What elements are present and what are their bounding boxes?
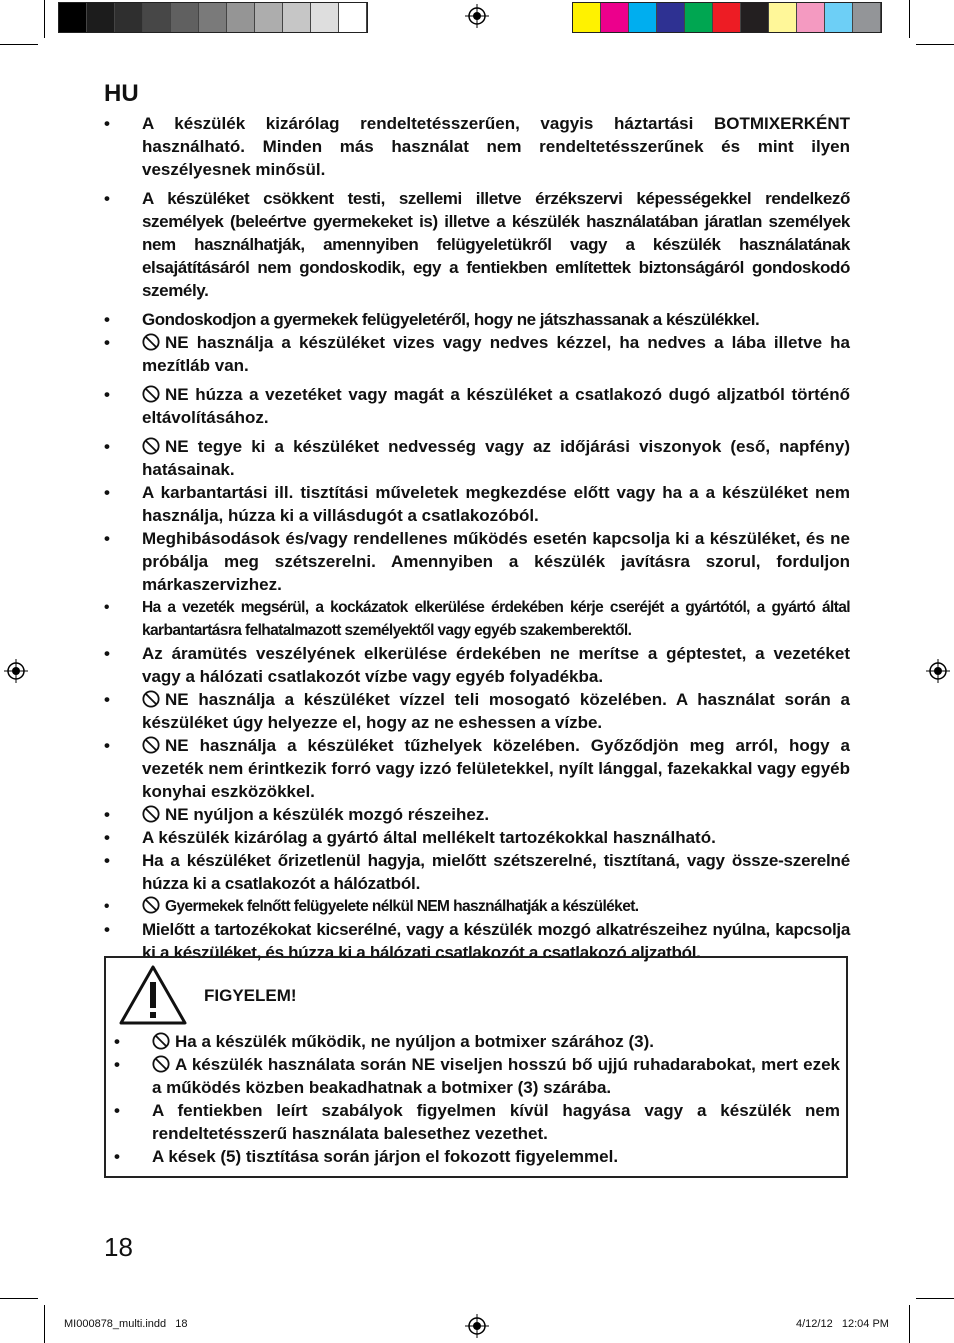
crop-mark [44, 0, 45, 38]
registration-mark-icon [465, 4, 489, 28]
list-item: • Meghibásodások és/vagy rendellenes működés esetén kapcsolja ki a készüléket, és ne próbálja meg szétszerelni. Amennyiben a készülék javításra szorul, forduljon márkaszervizhez. [104, 527, 850, 596]
prohibited-icon [142, 805, 160, 823]
list-item: • Ha a készüléket őrizetlenül hagyja, mielőtt szétszerelné, tisztítaná, vagy össze-szerelné húzza ki a csatlakozót a hálózatból. [104, 849, 850, 895]
list-item: • A készülék kizárólag rendeltetésszerűen, vagyis háztartási BOTMIXERKÉNT használható. Minden más használat nem rendeltetésszerűnek és mint ilyen veszélyesnek minősül. [104, 112, 850, 181]
registration-mark-icon [465, 1314, 489, 1338]
list-item: • A készüléket csökkent testi, szellemi illetve érzékszervi képességekkel rendelkező személyek (beleértve gyermekeket is) illetve a készülék használatában járatlan személyek nem használhatják, amennyiben felügyeletükről vagy a készülék használatának elsajátításáról nem gondoskodik, egy a fentiekben említettek biztonságáról gondoskodó személy. [104, 187, 850, 302]
warning-list [114, 1030, 840, 1168]
crop-mark [0, 1298, 38, 1299]
color-swatch [573, 3, 601, 32]
color-swatch [685, 3, 713, 32]
prohibited-icon [152, 1055, 170, 1073]
color-swatch [339, 3, 367, 32]
prohibited-icon [142, 896, 160, 914]
color-swatch [227, 3, 255, 32]
list-item: • A karbantartási ill. tisztítási műveletek megkezdése előtt vagy ha a a készüléket nem használja, húzza ki a villásdugót a csatlakozóból. [104, 481, 850, 527]
list-item: • NE használja a készüléket vizes vagy nedves kézzel, ha nedves a lába illetve ha mezítláb van. [104, 331, 850, 377]
prohibited-icon [142, 385, 160, 403]
registration-mark-icon [4, 659, 28, 683]
list-item: • A kések (5) tisztítása során járjon el fokozott figyelemmel. [114, 1145, 840, 1168]
color-swatch [283, 3, 311, 32]
color-swatch [59, 3, 87, 32]
crop-mark [44, 1305, 45, 1343]
language-label: HU [104, 80, 139, 107]
prohibited-icon [142, 690, 160, 708]
list-item: • Az áramütés veszélyének elkerülése érdekében ne merítse a géptestet, a vezetéket vagy a hálózati csatlakozót vízbe vagy egyéb folyadékba. [104, 642, 850, 688]
color-swatch [115, 3, 143, 32]
color-swatch [797, 3, 825, 32]
list-item: • A fentiekben leírt szabályok figyelmen kívül hagyása vagy a készülék nem rendeltetésszerű használata balesethez vezethet. [114, 1099, 840, 1145]
color-swatch [143, 3, 171, 32]
prohibited-icon [142, 736, 160, 754]
list-item: • NE nyúljon a készülék mozgó részeihez. [104, 803, 850, 826]
list-item: • NE használja a készüléket tűzhelyek közelében. Győződjön meg arról, hogy a vezeték nem érintkezik forró vagy izzó felületekkel, nyílt lánggal, fazekakkal vagy egyéb konyhai eszközökkel. [104, 734, 850, 803]
color-swatch [741, 3, 769, 32]
list-item: • Ha a készülék működik, ne nyúljon a botmixer szárához (3). [114, 1030, 840, 1053]
list-item: • A készülék kizárólag a gyártó által mellékelt tartozékokkal használható. [104, 826, 850, 849]
list-item: • Gondoskodjon a gyermekek felügyeletéről, hogy ne játszhassanak a készülékkel. [104, 308, 850, 331]
prohibited-icon [142, 437, 160, 455]
page-number: 18 [104, 1232, 133, 1262]
color-swatch [199, 3, 227, 32]
color-swatch [255, 3, 283, 32]
safety-list [104, 112, 850, 964]
color-swatch [311, 3, 339, 32]
footer-file-info: MI000878_multi.indd 18 [64, 1318, 188, 1330]
list-item: • Ha a vezeték megsérül, a kockázatok elkerülése érdekében kérje cseréjét a gyártótól, a gyártó által karbantartásra felhatalmazott személyektől vagy egyéb szakemberektől. [104, 596, 850, 642]
crop-mark [916, 44, 954, 45]
list-item: • Gyermekek felnőtt felügyelete nélkül NEM használhatják a készüléket. [104, 895, 850, 918]
crop-mark [0, 44, 38, 45]
list-item: • NE használja a készüléket vízzel teli mosogató közelében. A használat során a készüléket úgy helyezze el, hogy az ne eshessen a vízbe. [104, 688, 850, 734]
color-swatch [853, 3, 881, 32]
registration-mark-icon [926, 659, 950, 683]
list-item: • NE húzza a vezetéket vagy magát a készüléket a csatlakozó dugó aljzatból történő eltávolításához. [104, 383, 850, 429]
crop-mark [909, 1305, 910, 1343]
grayscale-color-bar [58, 2, 368, 33]
footer-date: 4/12/12 12:04 PM [796, 1318, 889, 1330]
color-swatch [657, 3, 685, 32]
warning-triangle-icon [118, 964, 188, 1026]
color-swatch [713, 3, 741, 32]
prohibited-icon [142, 333, 160, 351]
process-color-bar [572, 2, 882, 33]
color-swatch [601, 3, 629, 32]
prohibited-icon [152, 1032, 170, 1050]
color-swatch [825, 3, 853, 32]
list-item: • NE tegye ki a készüléket nedvesség vagy az időjárási viszonyok (eső, napfény) hatásainak. [104, 435, 850, 481]
list-item: • Mielőtt a tartozékokat kicserélné, vagy a készülék mozgó alkatrészeihez nyúlna, kapcsolja ki a készüléket, és húzza ki a hálózati csatlakozót a csatlakozó aljzatból. [104, 918, 850, 964]
color-swatch [87, 3, 115, 32]
crop-mark [909, 0, 910, 38]
warning-box [104, 956, 848, 1178]
color-swatch [171, 3, 199, 32]
crop-mark [916, 1298, 954, 1299]
warning-title: FIGYELEM! [204, 986, 297, 1005]
color-swatch [769, 3, 797, 32]
color-swatch [629, 3, 657, 32]
list-item: • A készülék használata során NE viseljen hosszú bő ujjú ruhadarabokat, mert ezek a működés közben beakadhatnak a botmixer (3) szárába. [114, 1053, 840, 1099]
